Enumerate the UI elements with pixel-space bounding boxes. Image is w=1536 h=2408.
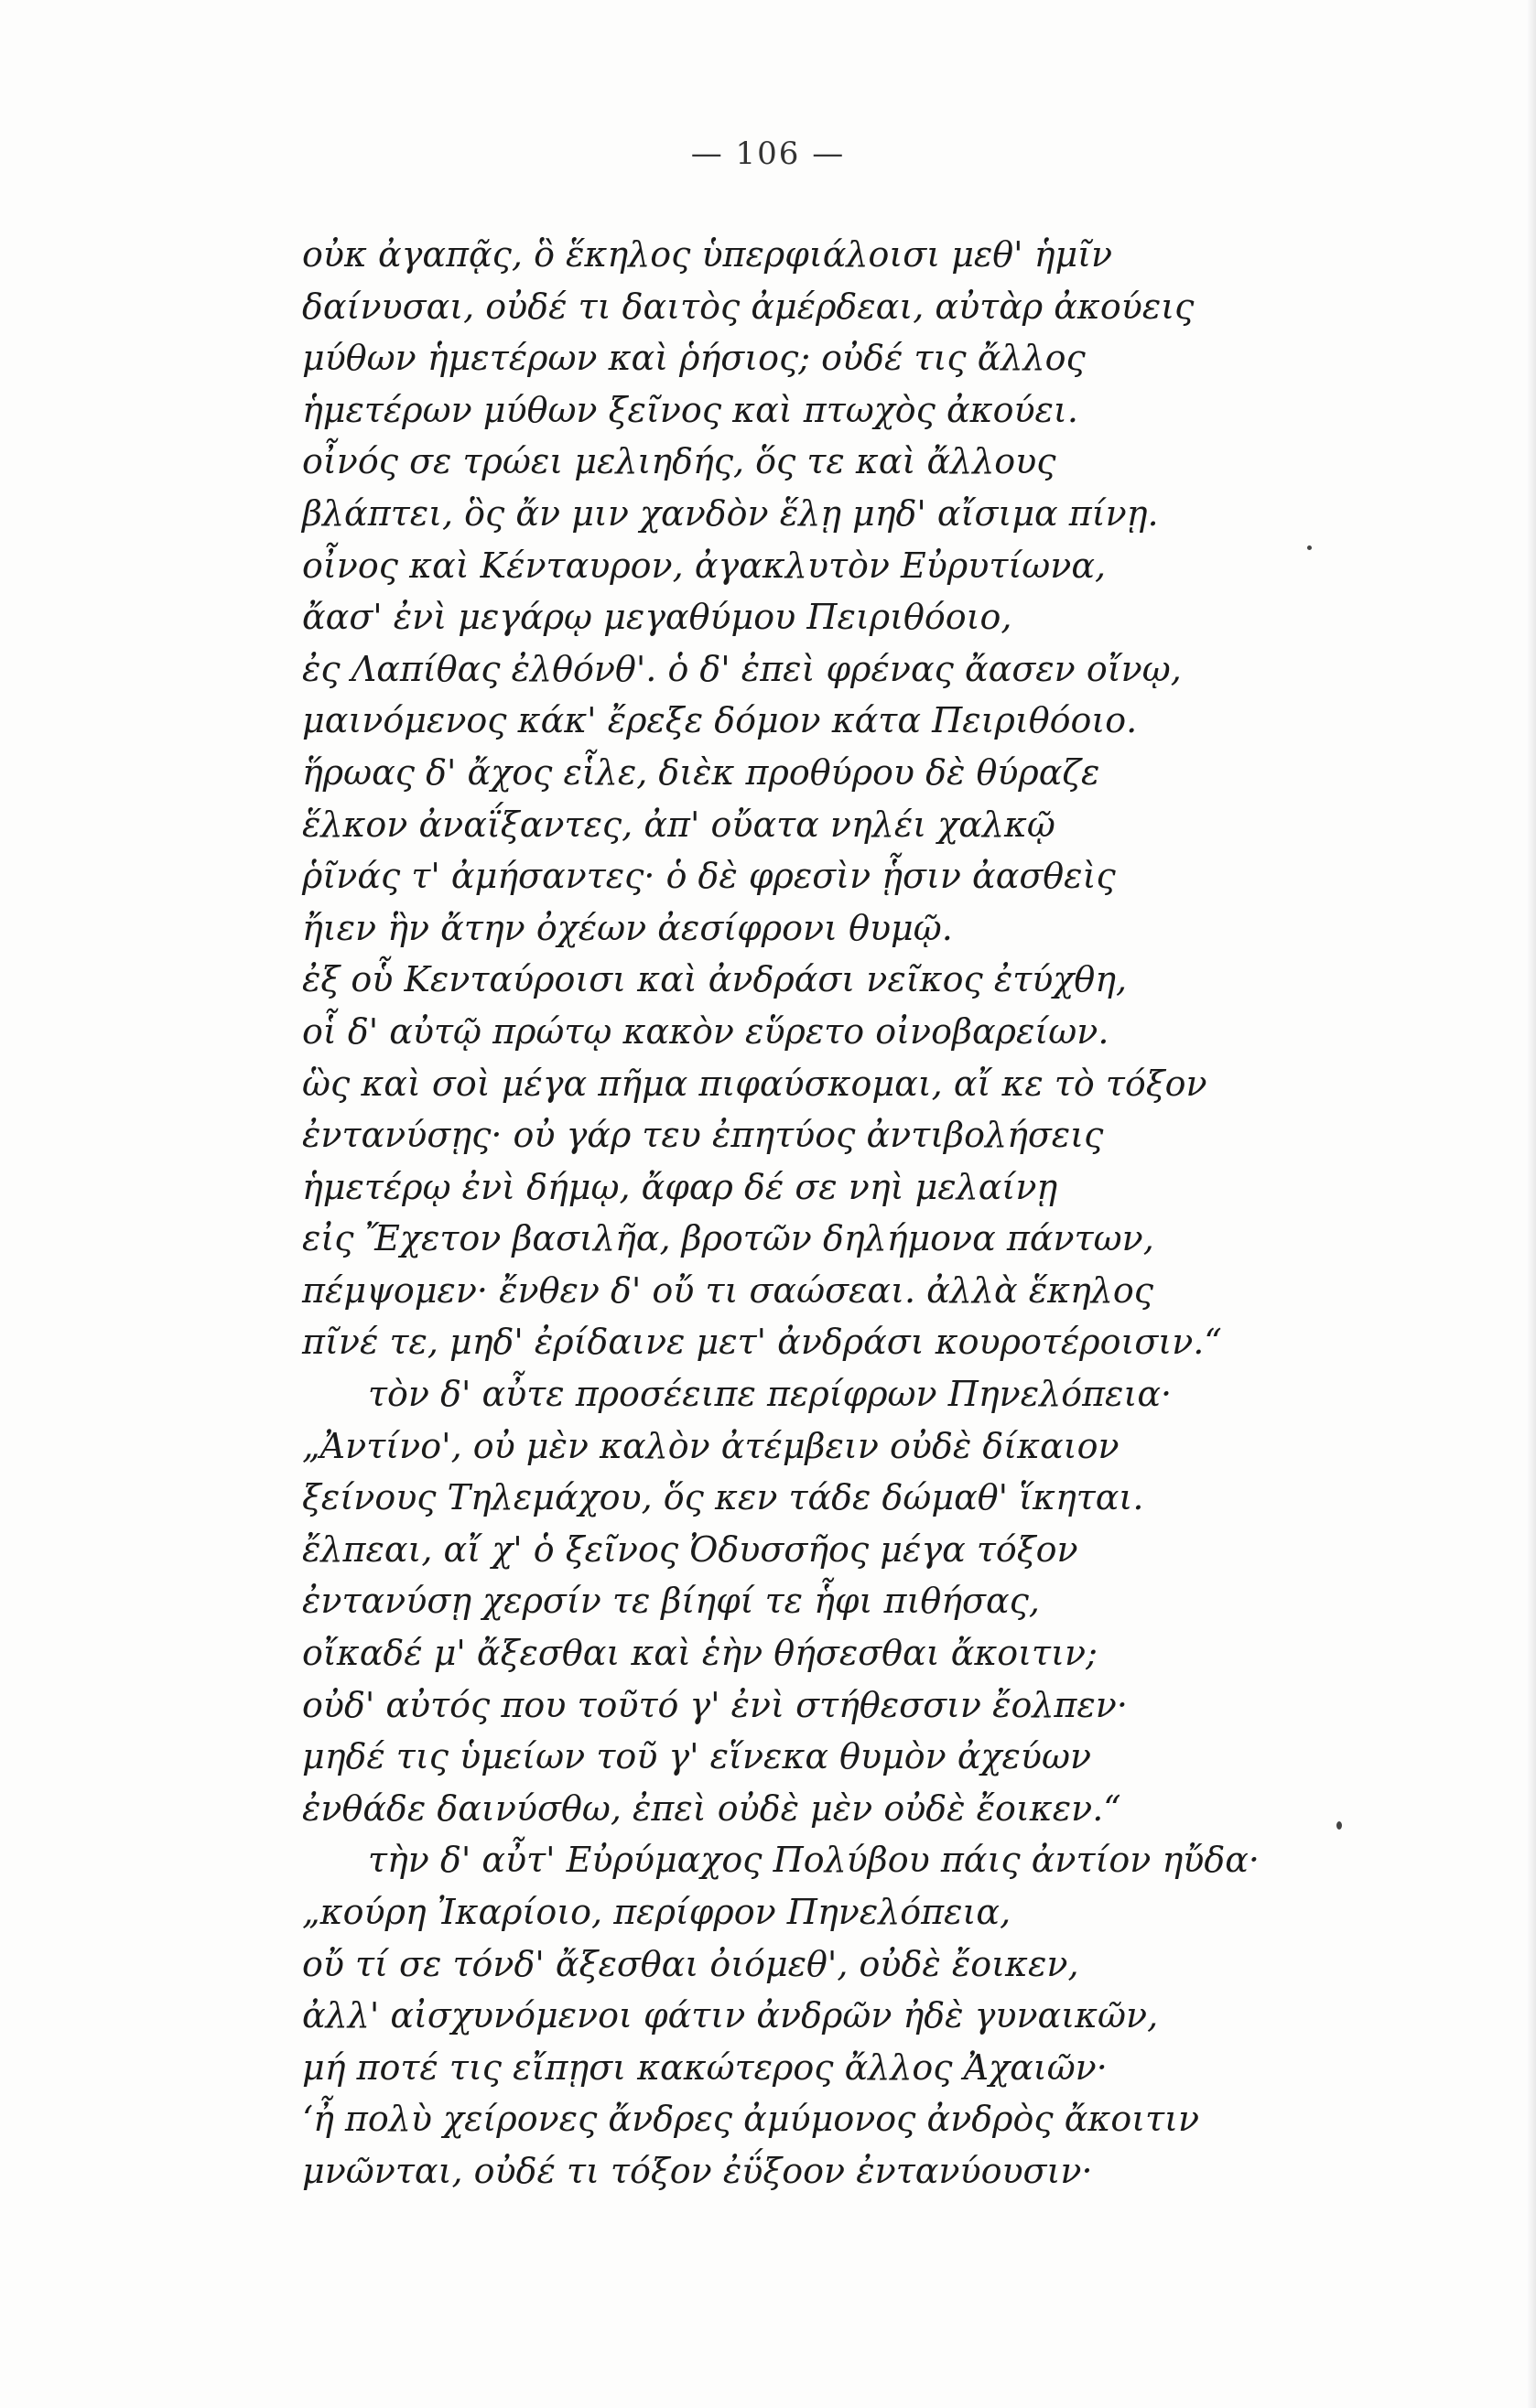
verse-line: ἕλκον ἀναΐξαντες, ἀπ' οὔατα νηλέι χαλκῷ [302,804,1055,845]
verse-line: ἐς Λαπίθας ἐλθόνθ'. ὁ δ' ἐπεὶ φρένας ἄασεν οἴνῳ, [302,648,1182,689]
verse-line: εἰς Ἔχετον βασιλῆα, βροτῶν δηλήμονα πάντων, [302,1218,1154,1259]
verse-line: οὔ τί σε τόνδ' ἄξεσθαι ὀιόμεθ', οὐδὲ ἔοικεν, [302,1943,1079,1984]
verse-line: οἶνός σε τρώει μελιηδής, ὅς τε καὶ ἄλλους [302,441,1056,482]
verse-line: ἄασ' ἐνὶ μεγάρῳ μεγαθύμου Πειριθόοιο, [302,597,1012,638]
verse-line: „κούρη Ἰκαρίοιο, περίφρον Πηνελόπεια, [302,1892,1011,1932]
verse-line: οὐκ ἀγαπᾷς, ὃ ἕκηλος ὑπερφιάλοισι μεθ' ἡμῖν [302,234,1113,275]
verse-line: οἶνος καὶ Κένταυρον, ἀγακλυτὸν Εὐρυτίωνα, [302,545,1107,586]
scan-speck [1307,545,1312,550]
page-number: — 106 — [690,135,846,172]
verse-line: δαίνυσαι, οὐδέ τι δαιτὸς ἀμέρδεαι, αὐτὰρ ἀκούεις [302,286,1195,327]
verse-line: οἷ δ' αὐτῷ πρώτῳ κακὸν εὕρετο οἰνοβαρείων. [302,1010,1109,1052]
verse-line: ὣς καὶ σοὶ μέγα πῆμα πιφαύσκομαι, αἴ κε τὸ τόξον [302,1063,1207,1104]
verse-line: ἡμετέρων μύθων ξεῖνος καὶ πτωχὸς ἀκούει. [302,389,1078,430]
verse-line: ἐνθάδε δαινύσθω, ἐπεὶ οὐδὲ μὲν οὐδὲ ἔοικεν.“ [302,1787,1121,1829]
verse-line: βλάπτει, ὃς ἄν μιν χανδὸν ἕλῃ μηδ' αἴσιμα πίνῃ. [302,492,1159,534]
verse-line: ἐντανύσῃ χερσίν τε βίηφί τε ἧφι πιθήσας, [302,1581,1040,1622]
verse-line: ἀλλ' αἰσχυνόμενοι φάτιν ἀνδρῶν ἠδὲ γυναικῶν, [302,1995,1159,2036]
verse-line: μύθων ἡμετέρων καὶ ῥήσιος; οὐδέ τις ἄλλος [302,338,1086,379]
verse-line: τὸν δ' αὖτε προσέειπε περίφρων Πηνελόπεια· [368,1374,1173,1415]
verse-line: ‘ἦ πολὺ χείρονες ἄνδρες ἀμύμονος ἀνδρὸς ἄκοιτιν [302,2099,1200,2140]
verse-line: πέμψομεν· ἔνθεν δ' οὔ τι σαώσεαι. ἀλλὰ ἕκηλος [302,1269,1154,1311]
verse-line: μαινόμενος κάκ' ἔρεξε δόμον κάτα Πειριθόοιο. [302,700,1138,741]
verse-line: οἴκαδέ μ' ἄξεσθαι καὶ ἑὴν θήσεσθαι ἄκοιτιν; [302,1633,1098,1674]
verse-text [302,229,1272,2197]
verse-line: μή ποτέ τις εἴπῃσι κακώτερος ἄλλος Ἀχαιῶν· [302,2046,1108,2088]
verse-line: πῖνέ τε, μηδ' ἐρίδαινε μετ' ἀνδράσι κουροτέροισιν.“ [302,1322,1222,1363]
verse-line: οὐδ' αὐτός που τοῦτό γ' ἐνὶ στήθεσσιν ἔολπεν· [302,1684,1128,1725]
verse-line: ἐξ οὗ Κενταύροισι καὶ ἀνδράσι νεῖκος ἐτύχθη, [302,959,1128,1000]
verse-line: τὴν δ' αὖτ' Εὐρύμαχος Πολύβου πάις ἀντίον ηὔδα· [368,1840,1260,1881]
verse-line: ἡμετέρῳ ἐνὶ δήμῳ, ἄφαρ δέ σε νηὶ μελαίνῃ [302,1166,1058,1207]
verse-line: ἐντανύσῃς· οὐ γάρ τευ ἐπητύος ἀντιβολήσεις [302,1115,1104,1156]
page-edge-shadow [1527,0,1536,2408]
verse-line: ξείνους Τηλεμάχου, ὅς κεν τάδε δώμαθ' ἵκηται. [302,1477,1144,1518]
verse-line: ἤιεν ἣν ἄτην ὀχέων ἀεσίφρονι θυμῷ. [302,907,953,948]
verse-line: μηδέ τις ὑμείων τοῦ γ' εἵνεκα θυμὸν ἀχεύων [302,1736,1092,1777]
verse-line: ῥῖνάς τ' ἀμήσαντες· ὁ δὲ φρεσὶν ᾗσιν ἀασθεὶς [302,856,1116,897]
verse-line: ἥρωας δ' ἄχος εἷλε, διὲκ προθύρου δὲ θύραζε [302,751,1100,793]
verse-line: „Ἀντίνο', οὐ μὲν καλὸν ἀτέμβειν οὐδὲ δίκαιον [302,1425,1120,1466]
verse-line: ἔλπεαι, αἴ χ' ὁ ξεῖνος Ὀδυσσῆος μέγα τόξον [302,1528,1078,1570]
verse-line: μνῶνται, οὐδέ τι τόξον ἐΰξοον ἐντανύουσιν· [302,2150,1093,2191]
scan-speck [1336,1821,1342,1830]
